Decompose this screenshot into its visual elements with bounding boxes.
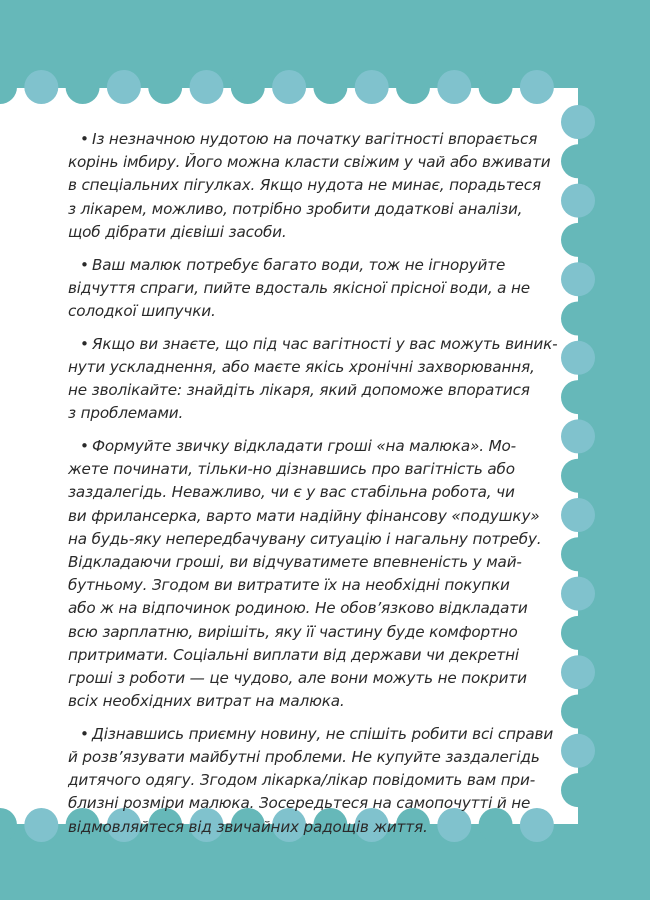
scallop: [561, 655, 595, 689]
scallop: [561, 302, 595, 336]
paragraph-line: Дізнавшись приємну новину, не спішіть робити всі справи: [92, 724, 554, 743]
scallop: [561, 341, 595, 375]
scallop: [66, 70, 100, 104]
paragraph-line: гроші з роботи — це чудово, але вони можуть не покрити: [68, 668, 527, 687]
scallop: [561, 144, 595, 178]
scallop: [561, 223, 595, 257]
paragraph-line: солодкої шипучки.: [68, 301, 216, 320]
scallop: [313, 70, 347, 104]
scallop: [561, 734, 595, 768]
paragraph-line: не зволікайте: знайдіть лікаря, який допоможе впоратися: [68, 381, 530, 400]
scallop: [561, 459, 595, 493]
paragraph-line: з лікарем, можливо, потрібно зробити додаткові аналізи,: [68, 199, 523, 218]
scallop: [561, 577, 595, 611]
paragraph-line: корінь імбиру. Його можна класти свіжим у чай або вживати: [68, 153, 551, 172]
bullet-icon: •: [80, 724, 89, 743]
paragraph-line: відчуття спраги, пийте вдосталь якісної прісної води, а не: [68, 278, 530, 297]
text-content: [68, 128, 558, 848]
paragraph-line: в спеціальних пігулках. Якщо нудота не минає, порадьтеся: [68, 176, 541, 195]
paragraph-line: заздалегідь. Неважливо, чи є у вас стабільна робота, чи: [68, 483, 515, 502]
paragraph-line: відмовляйтеся від звичайних радощів життя.: [68, 817, 428, 836]
scallop: [561, 262, 595, 296]
paragraph-line: близні розміри малюка. Зосередьтеся на самопочутті й не: [68, 794, 531, 813]
paragraph-line: притримати. Соціальні виплати від держави чи декретні: [68, 645, 519, 664]
paragraph-line: всю зарплатню, вирішіть, яку її частину буде комфортно: [68, 622, 518, 641]
scallop: [561, 380, 595, 414]
scallop: [355, 70, 389, 104]
scallop: [148, 70, 182, 104]
paragraph-line: або ж на відпочинок родиною. Не обов’язково відкладати: [68, 599, 528, 618]
bullet-icon: •: [80, 255, 89, 274]
scallop: [561, 105, 595, 139]
paragraph-line: дитячого одягу. Згодом лікарка/лікар повідомить вам при-: [68, 771, 536, 790]
scallop: [24, 808, 58, 842]
paragraph-line: Ваш малюк потребує багато води, тож не ігноруйте: [92, 255, 506, 274]
paragraph-line: щоб дібрати дієвіші засоби.: [68, 222, 287, 241]
bullet-paragraph-water: [68, 254, 558, 324]
bullet-icon: •: [80, 334, 89, 353]
paragraph-line: й розв’язувати майбутні проблеми. Не купуйте заздалегідь: [68, 748, 540, 767]
scallop: [561, 537, 595, 571]
scallop: [24, 70, 58, 104]
scallop: [272, 70, 306, 104]
paragraph-line: Формуйте звичку відкладати гроші «на малюка». Мо-: [92, 436, 516, 455]
scallop: [107, 70, 141, 104]
bullet-paragraph-good-news: [68, 723, 558, 839]
scallop: [561, 419, 595, 453]
scallop: [561, 773, 595, 807]
scallop: [190, 70, 224, 104]
scallop: [520, 70, 554, 104]
bullet-paragraph-ginger: [68, 128, 558, 244]
scallop: [479, 70, 513, 104]
bullet-icon: •: [80, 436, 89, 455]
paragraph-line: бутньому. Згодом ви витратите їх на необхідні покупки: [68, 576, 510, 595]
bullet-icon: •: [80, 130, 89, 148]
scallop: [561, 616, 595, 650]
paragraph-line: всіх необхідних витрат на малюка.: [68, 692, 345, 711]
paragraph-line: Із незначною нудотою на початку вагітності впорається: [92, 130, 538, 148]
paragraph-line: на будь-яку непередбачувану ситуацію і нагальну потребу.: [68, 529, 542, 548]
scallop: [561, 695, 595, 729]
paragraph-line: з проблемами.: [68, 404, 184, 423]
scallop: [396, 70, 430, 104]
paragraph-line: нути ускладнення, або маєте якісь хронічні захворювання,: [68, 357, 535, 376]
paragraph-line: ви фрилансерка, варто мати надійну фінансову «подушку»: [68, 506, 540, 525]
scallop: [561, 184, 595, 218]
scallop: [561, 498, 595, 532]
scallop: [437, 70, 471, 104]
bullet-paragraph-savings: [68, 435, 558, 713]
bullet-paragraph-complications: [68, 333, 558, 426]
paragraph-line: Якщо ви знаєте, що під час вагітності у вас можуть виник-: [92, 334, 558, 353]
scallop: [231, 70, 265, 104]
paragraph-line: жете починати, тільки-но дізнавшись про вагітність або: [68, 460, 515, 479]
paragraph-line: Відкладаючи гроші, ви відчуватимете впевненість у май-: [68, 552, 522, 571]
